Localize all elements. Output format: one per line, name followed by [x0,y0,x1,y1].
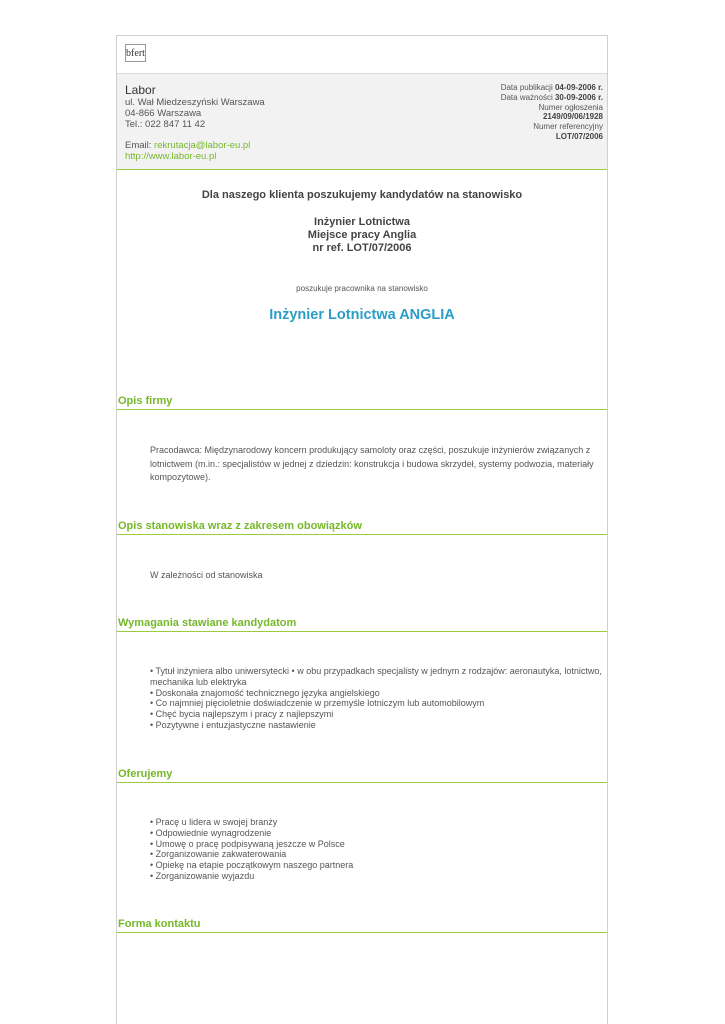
list-item: • Opiekę na etapie początkowym naszego partnera [150,860,354,871]
validity-date [501,93,603,103]
publication-value: 04-09-2006 r. [554,83,603,92]
list-item: • Umowę o pracę podpisywaną jeszcze w Polsce [150,838,345,849]
validity-label: Data ważności [500,92,555,102]
address-line-1: ul. Wał Miedzeszyński Warszawa [125,97,265,108]
section-heading: Oferujemy [118,768,173,780]
list-item: • Co najmniej pięcioletnie doświadczenie w przemyśle lotniczym lub automobilowym [150,698,485,709]
list-item: • Odpowiednie wynagrodzenie [150,827,272,838]
list-item: • Pracę u lidera w swojej branży [150,817,278,827]
job-title: Inżynier Lotnictwa ANGLIA [269,307,455,323]
subtitle: poszukuje pracownika na stanowisko [296,284,428,293]
intro-location: Miejsce pracy Anglia [307,229,417,241]
section-offer [117,768,607,783]
section-position-description [117,520,607,535]
offer-number [501,112,603,122]
offer-list [150,817,605,882]
section-heading: Forma kontaktu [118,918,201,930]
publication-label: Data publikacji [500,83,555,92]
list-item: • Doskonała znajomość technicznego języka angielskiego [150,687,380,698]
email-line [125,140,250,151]
offer-number-value: 2149/09/06/1928 [542,112,603,122]
intro-reference: nr ref. LOT/07/2006 [312,242,412,254]
email-label: Email: [125,140,155,151]
list-item: • Zorganizowanie zakwaterowania [150,849,287,860]
logo-row [116,35,608,73]
reference-value: LOT/07/2006 [555,131,603,141]
intro-position: Inżynier Lotnictwa [314,216,410,228]
offer-meta [501,83,603,142]
publication-date [501,83,603,93]
validity-value: 30-09-2006 r. [554,92,603,102]
position-description-text: W zależności od stanowiska [150,570,263,580]
section-contact [117,918,607,933]
section-requirements [117,617,607,632]
section-heading: Opis firmy [118,395,173,407]
email-link[interactable]: rekrutacja@labor-eu.pl [154,140,251,151]
phone: Tel.: 022 847 11 42 [125,119,206,130]
offer-header [117,73,607,170]
section-heading: Wymagania stawiane kandydatom [118,617,297,629]
website-link[interactable]: http://www.labor-eu.pl [125,151,217,162]
list-item: • Tytuł inżyniera albo uniwersytecki • w obu przypadkach specjalisty w jednym z rodzajów: aeronautyka, lotnictwo, mechanika lub elektryka [150,666,602,687]
website-line [125,151,216,162]
list-item: • Chęć bycia najlepszym i pracy z najlepszymi [150,709,334,720]
company-name: Labor [125,83,156,97]
list-item: • Zorganizowanie wyjazdu [150,870,255,881]
requirements-list [150,666,605,731]
company-logo: bfert [125,44,146,62]
intro-heading: Dla naszego klienta poszukujemy kandydatów na stanowisko [201,189,523,201]
section-heading: Opis stanowiska wraz z zakresem obowiązków [118,520,362,532]
section-company-description [117,395,607,410]
reference-number [501,132,603,142]
reference-label: Numer referencyjny [533,122,603,132]
company-description-text: Pracodawca: Międzynarodowy koncern produkujący samoloty oraz części, poszukuje inżynierów związanych z lotnictwem (m.in.: specjalistów w jednej z dziedzin: konstrukcja i budowa skrzydeł, systemy podwozia, materiały kompozytowe). [150,445,594,482]
address-line-2: 04-866 Warszawa [125,108,202,119]
offer-number-label: Numer ogłoszenia [538,102,603,112]
list-item: • Pozytywne i entuzjastyczne nastawienie [150,719,316,730]
